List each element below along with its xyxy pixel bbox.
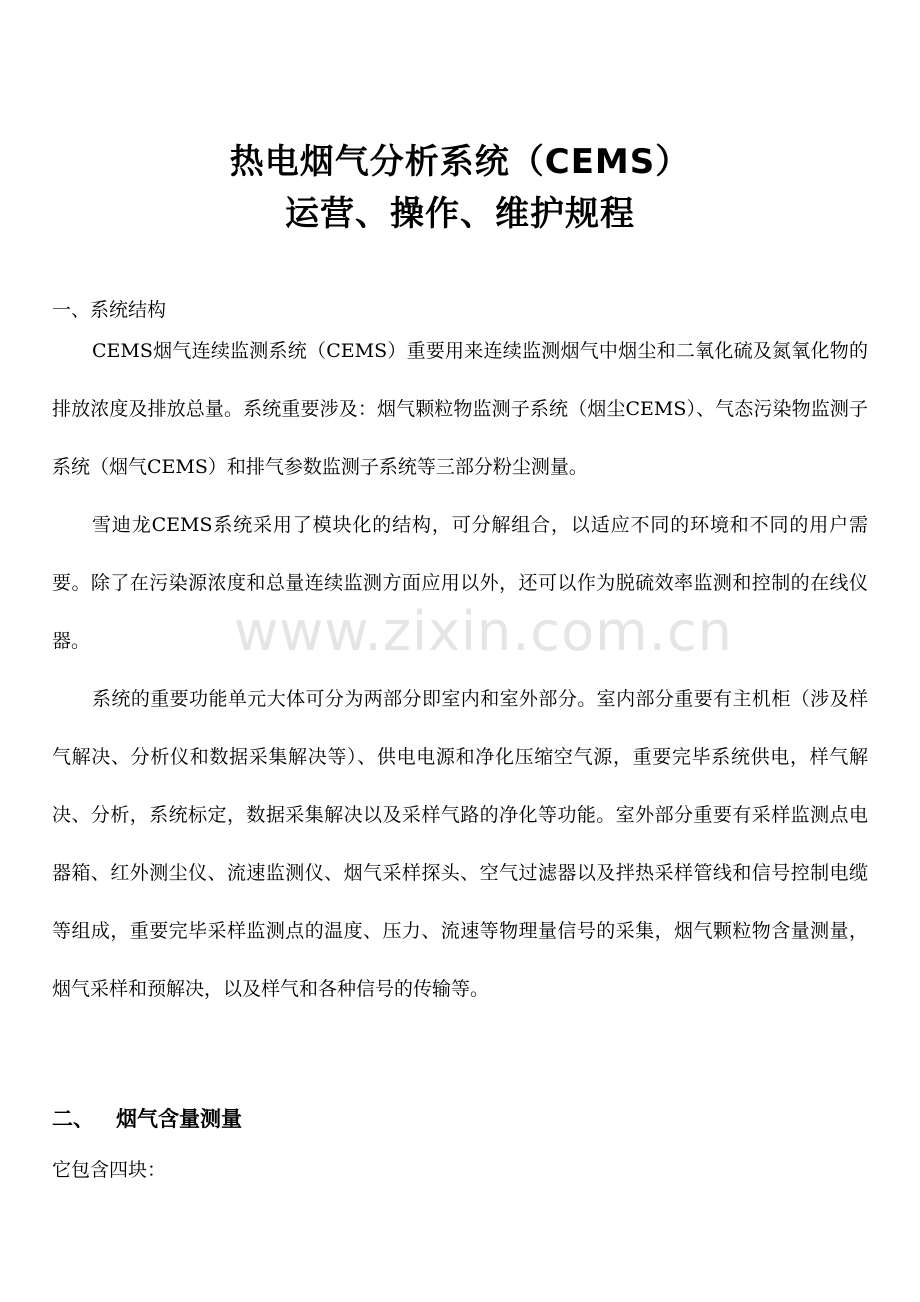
section2-title: 烟气含量测量 (116, 1107, 242, 1131)
section1-heading: 一、系统结构 (52, 299, 167, 321)
section2-intro: 它包含四块： (52, 1159, 167, 1181)
document-title-line2: 运营、操作、维护规程 (285, 194, 635, 234)
section2-heading (52, 1104, 242, 1134)
watermark: www.zixin.com.cn (234, 600, 733, 663)
section1-paragraph-1: CEMS烟气连续监测系统（CEMS）重要用来连续监测烟气中烟尘和二氧化硫及氮氧化物的排放浓度及排放总量。系统重要涉及：烟气颗粒物监测子系统（烟尘CEMS）、气态污染物监测子系统（烟气CEMS）和排气参数监测子系统等三部分粉尘测量。 (52, 340, 868, 478)
section2-number: 二、 (52, 1107, 94, 1131)
section1-paragraph-2: 雪迪龙CEMS系统采用了模块化的结构，可分解组合，以适应不同的环境和不同的用户需要。除了在污染源浓度和总量连续监测方面应用以外，还可以作为脱硫效率监测和控制的在线仪器。 (52, 514, 868, 652)
section1-paragraph-3: 系统的重要功能单元大体可分为两部分即室内和室外部分。室内部分重要有主机柜（涉及样气解决、分析仪和数据采集解决等）、供电电源和净化压缩空气源，重要完毕系统供电，样气解决、分析，系统标定，数据采集解决以及采样气路的净化等功能。室外部分重要有采样监测点电器箱、红外测尘仪、流速监测仪、烟气采样探头、空气过滤器以及拌热采样管线和信号控制电缆等组成，重要完毕采样监测点的温度、压力、流速等物理量信号的采集，烟气颗粒物含量测量，烟气采样和预解决，以及样气和各种信号的传输等。 (52, 688, 868, 1000)
document-title-line1: 热电烟气分析系统（CEMS） (229, 142, 691, 182)
